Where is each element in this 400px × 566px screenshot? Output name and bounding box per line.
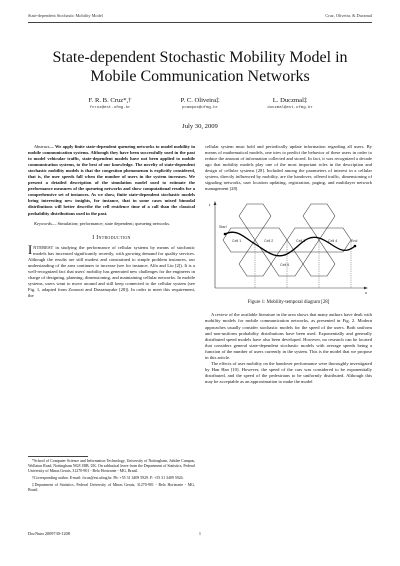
author-email: pcampos@ufmg.br: [181, 106, 218, 110]
abstract: [28, 144, 195, 217]
x-axis-arrow-icon: [364, 287, 368, 290]
keywords: [28, 221, 195, 227]
doc-number: DocNum 2009730-1208: [28, 531, 70, 536]
abstract-label: Abstract: [34, 144, 50, 149]
start-label: Start: [219, 225, 227, 230]
footnotes: [28, 459, 195, 494]
abstract-text: — We apply finite state-dependent queueing networks to model mobility in mobile communication systems. Although they have been successfully used in the past to model vehicular traffic, state-dependent models have not been applied to mobile communication systems, to the best of our knowledge. The novelty of state-dependent stochastic mobility models is that the congestion phenomenon is explicitly considered, that is, the user speeds fall when the number of users in the system increases. We present a detailed description of the simulation model used to estimate the performance measures of the queueing networks and show computational results for a comprehensive set of instances. As we show, finite state-dependent stochastic models bring interesting new insights, for instance, that in some cases mixed bimodal distributions will better describe the cell residence time of a call than the classical probability distributions used in the past.: [28, 144, 195, 216]
author-3: [240, 97, 340, 110]
cell-label-5: Cell 5: [280, 263, 290, 268]
section-heading: I Introduction: [92, 234, 131, 241]
intro-paragraph: [28, 242, 195, 299]
x-axis-label: x: [365, 290, 367, 296]
right-paragraph-top: cellular system must hold and periodically update information regarding all users. By means of mathematical models, one tries to predict the behavior of these users in order to reduce the amount of information collected and stored. In fact, it was recognized a decade ago that mobility models play one of the most important roles in the description and design of cellular systems [28]. Included among the parameters of interest in a cellular system, directly influenced by mobility, are the handover, offered traffic, dimensioning of signaling networks, user location updating, registration, paging, and multilayer network management [28].: [205, 144, 372, 192]
author-name: F. R. B. Cruz*,†: [88, 97, 132, 104]
keywords-text: — Simulation; performance; state dependent; queueing networks.: [51, 220, 171, 226]
right-paragraph-3: The effects of user mobility on the handover performance were thoroughly investigated by Han Han [10]. However, the speed of the cars was considered to be exponentially distributed, and the speed of the pedestrians to be uniformly distributed. Although this may be acceptable as an approximation to make the model: [205, 360, 372, 384]
cell-label-1: Cell 1: [232, 239, 242, 244]
left-column: [28, 144, 195, 299]
author-1: [60, 97, 160, 110]
author-name: P. C. Oliveira‡: [180, 97, 220, 104]
footnote-2: †Corresponding author. E-mail: fcruz@est.ufmg.br. Ph: +55 31 3409 5929. F: +55 31 3409 5924.: [32, 475, 184, 480]
paper-title: [20, 48, 380, 86]
end-point-icon: [354, 245, 357, 248]
author-2: [150, 97, 250, 110]
mobility-temporal-diagram: [205, 198, 372, 296]
author-email: fcruz@est.ufmg.br: [89, 106, 131, 110]
right-paragraph-2: A review of the available literature in the area shows that many authors have dealt with mobility models for mobile communication networks, as presented in Fig. 2. Modern approaches usually consider stochastic models for the speed of the users. Both uniform and non-uniform probability distributions have been used. Exponentially and generally distributed speed models have also been developed. However, no research can be located that considers general state-dependent stochastic models with average speeds being a function of the number of users currently in the system. This is the model that we propose in this article.: [205, 312, 372, 360]
author-name: L. Duczmal‡: [272, 97, 308, 104]
hex-cell-9: [303, 204, 335, 228]
y-axis-arrow-icon: [214, 201, 217, 205]
page-number: 1: [198, 531, 202, 536]
end-label: End: [351, 239, 358, 244]
footnote-rule: [28, 456, 88, 457]
cell-label-2: Cell 2: [264, 239, 274, 244]
cell-label-4: Cell 4: [328, 239, 338, 244]
title-line-2: Mobile Communication Networks: [90, 68, 310, 85]
running-head-right: Cruz, Oliveira, & Duczmal: [325, 13, 372, 18]
figure-mobility-temporal: [205, 198, 372, 296]
paper-date: July 30, 2009: [182, 123, 218, 130]
running-head-left: State-dependent Stochastic Mobility Model: [28, 13, 103, 18]
y-axis-label: t: [209, 202, 211, 208]
figure-caption: Figure 1: Mobility-temporal diagram [28]: [247, 300, 330, 306]
title-line-1: State-dependent Stochastic Mobility Model in: [52, 49, 348, 66]
cell-label-3: Cell 3: [296, 239, 306, 244]
keywords-label: Keywords: [34, 220, 52, 226]
drop-cap: I: [28, 242, 33, 257]
footnote-1: *School of Computer Science and Information Technology, University of Nottingham, Jubilee Campus, Wollaton Road, Nottingham NG8 1BB, UK. On sabbatical leave from the Department of Statistics, Federal University of Minas Gerais, 31270-901 - Belo Horizonte - MG, Brazil.: [28, 459, 195, 474]
footnote-3: ‡Department of Statistics, Federal University of Minas Gerais, 31270-901 - Belo Horizonte - MG, Brazil.: [28, 482, 195, 492]
author-email: duczmal@est.ufmg.br: [267, 106, 313, 110]
right-column: [205, 144, 372, 385]
hex-cell-8: [239, 204, 271, 228]
intro-paragraph-text: NTEREST in studying the performance of cellular systems by means of stochastic models has increased significantly recently, with growing demand for quality services. Although the results are still modest and constrained to simple problem instances, our understanding of the area continues to increase (see for instance, Alfa and Liu [2]). It is a well-recognized fact that users' mobility has generated new challenges for the engineers in charge of designing, planning, dimensioning, and maintaining cellular networks. In mobile systems, users want to move around and still keep connected to the cellular system (see Fig. 1, adapted from Zonoozi and Dassanayake [28]). In order to meet this requirement, the: [28, 244, 195, 299]
header-rule: [28, 22, 372, 23]
start-point-icon: [224, 233, 227, 236]
